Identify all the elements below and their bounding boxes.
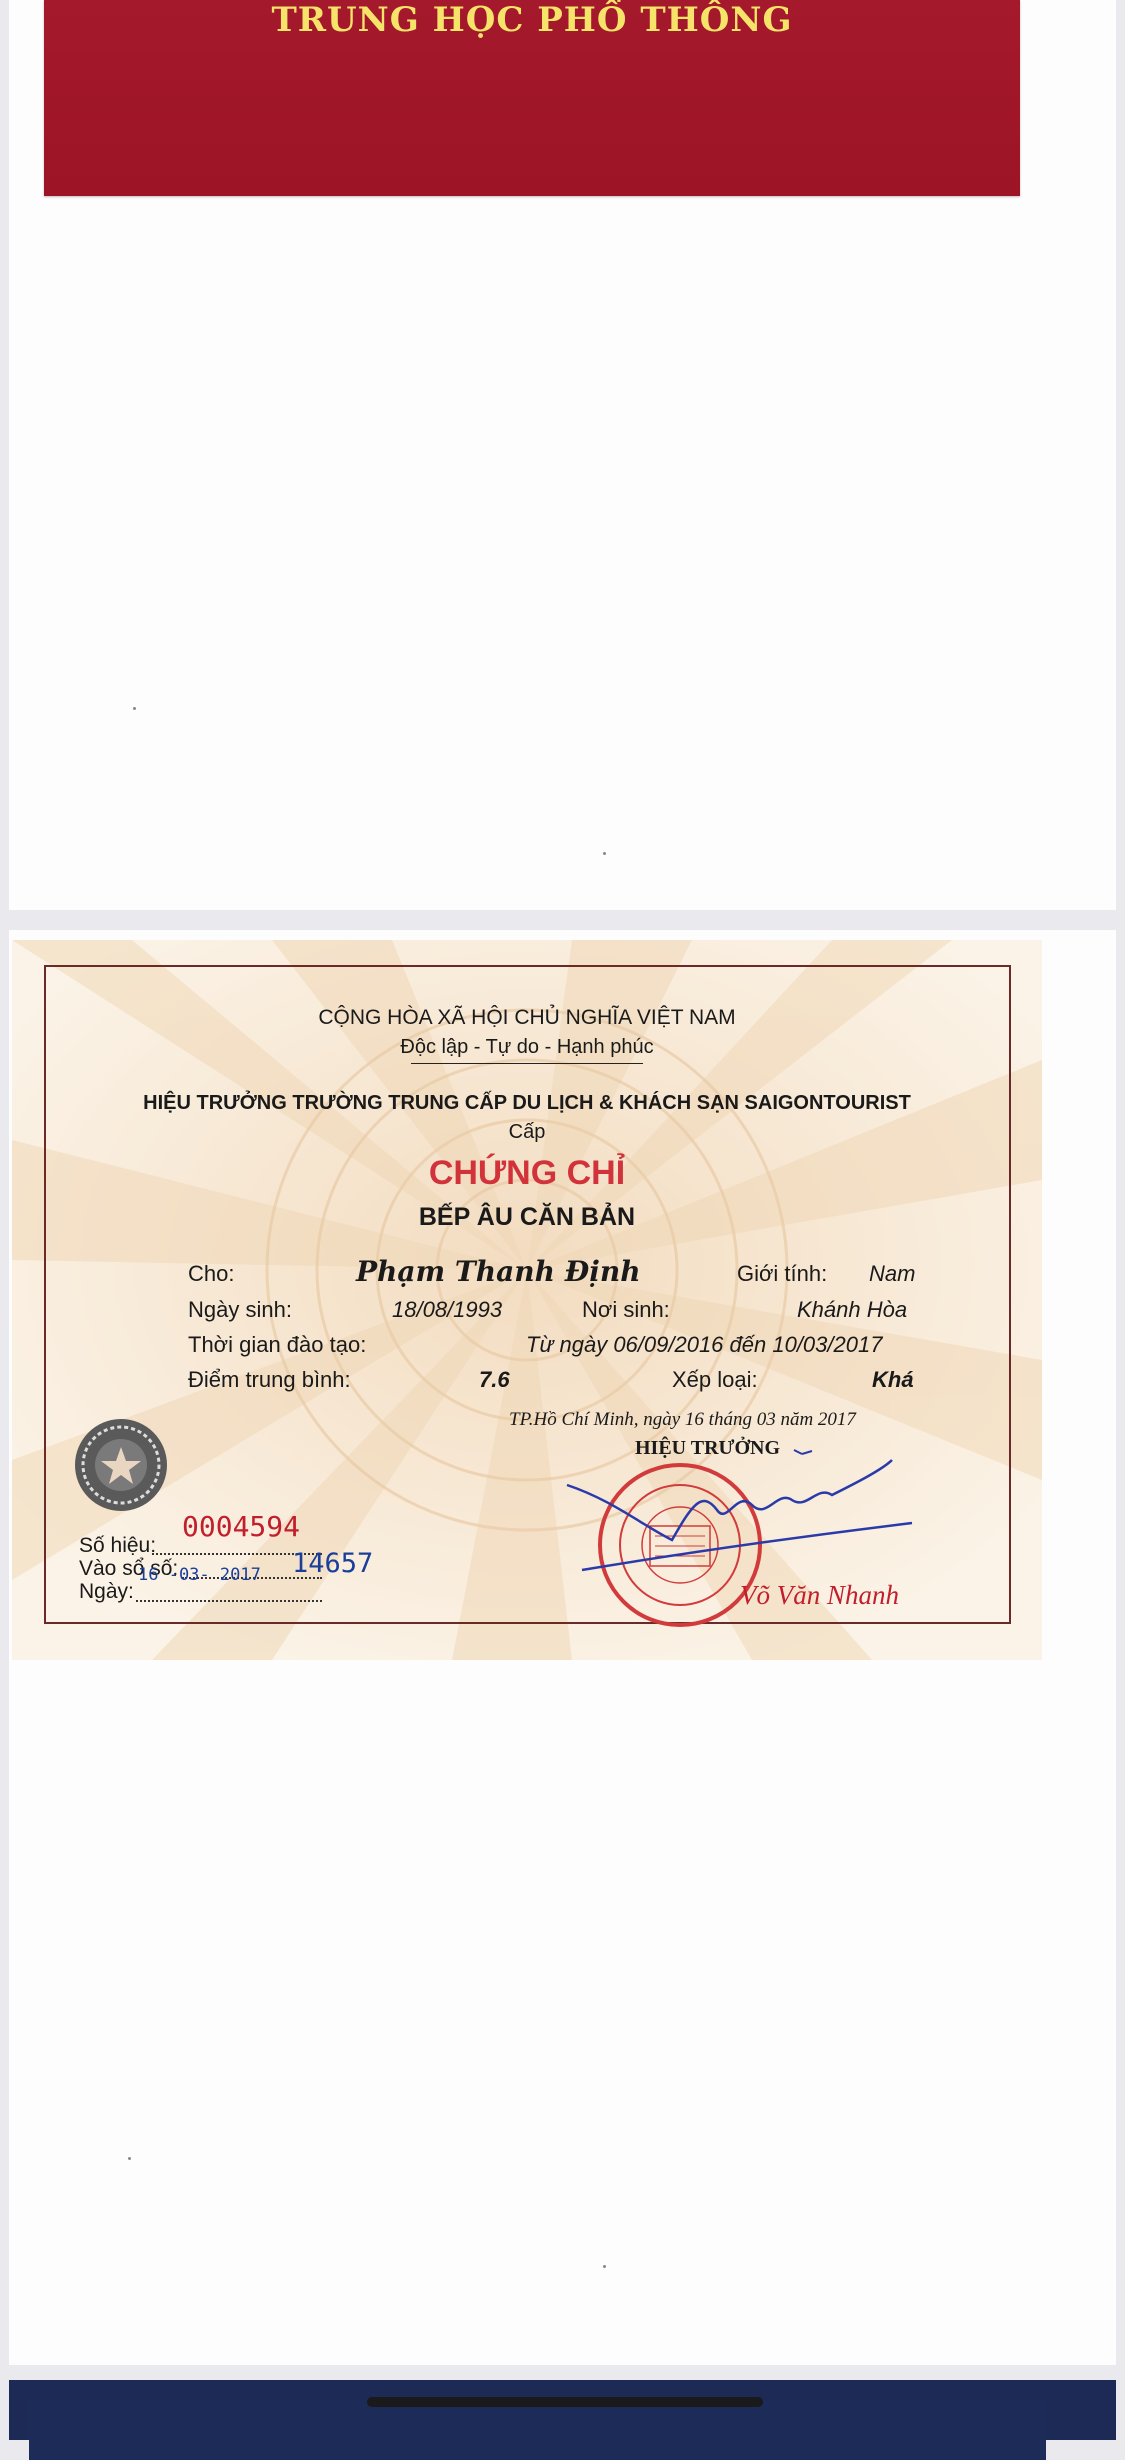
training-value: Từ ngày 06/09/2016 đến 10/03/2017	[526, 1332, 883, 1357]
cover-title: TRUNG HỌC PHỔ THÔNG	[271, 0, 793, 40]
vao-so-value: 14657	[292, 1548, 374, 1579]
document-page-1	[9, 0, 1116, 910]
so-hieu-label: Số hiệu:	[79, 1534, 157, 1557]
red-cover	[44, 0, 1020, 196]
navy-cover	[29, 2400, 1046, 2460]
issuer-line: HIỆU TRƯỞNG TRƯỜNG TRUNG CẤP DU LỊCH & KHÁCH SẠN SAIGONTOURIST	[143, 1092, 911, 1114]
place-date: TP.Hồ Chí Minh, ngày 16 tháng 03 năm 2017	[509, 1409, 856, 1430]
principal-title: HIỆU TRƯỞNG	[635, 1437, 781, 1459]
so-hieu-value: 0004594	[182, 1510, 301, 1543]
recipient-name: Phạm Thanh Định	[356, 1255, 641, 1288]
republic-heading: CỘNG HÒA XÃ HỘI CHỦ NGHĨA VIỆT NAM	[318, 1006, 736, 1029]
cap-word: Cấp	[508, 1121, 546, 1143]
principal-name: Võ Văn Nhanh	[740, 1580, 899, 1610]
gender-label: Giới tính:	[737, 1261, 828, 1286]
dob-label: Ngày sinh:	[188, 1297, 292, 1322]
home-indicator[interactable]	[367, 2397, 763, 2407]
document-page-2	[9, 930, 1116, 2365]
ngay-value: 16 -03- 2017	[138, 1565, 261, 1585]
course-name: BẾP ÂU CĂN BẢN	[418, 1203, 636, 1231]
document-page-3	[9, 2380, 1116, 2440]
speck	[128, 2157, 131, 2160]
dob-value: 18/08/1993	[392, 1297, 503, 1322]
motto: Độc lập - Tự do - Hạnh phúc	[400, 1036, 654, 1058]
ngay-label: Ngày:	[79, 1580, 134, 1603]
principal-signature	[552, 1445, 932, 1585]
motto-underline	[411, 1063, 643, 1064]
certificate-title: CHỨNG CHỈ	[428, 1154, 626, 1192]
school-emblem	[73, 1417, 169, 1513]
speck	[133, 707, 136, 710]
rank-value: Khá	[872, 1367, 914, 1392]
score-value: 7.6	[479, 1367, 510, 1392]
rank-label: Xếp loại:	[672, 1367, 758, 1392]
vao-so-label: Vào sổ số:	[79, 1557, 179, 1580]
cho-label: Cho:	[188, 1261, 235, 1286]
pob-value: Khánh Hòa	[797, 1297, 908, 1322]
ngay-dots	[136, 1600, 322, 1602]
gender-value: Nam	[869, 1261, 916, 1286]
score-label: Điểm trung bình:	[188, 1367, 351, 1392]
speck	[603, 852, 606, 855]
certificate	[12, 940, 1042, 1660]
pob-label: Nơi sinh:	[582, 1297, 670, 1322]
training-label: Thời gian đào tạo:	[188, 1332, 367, 1357]
speck	[603, 2265, 606, 2268]
